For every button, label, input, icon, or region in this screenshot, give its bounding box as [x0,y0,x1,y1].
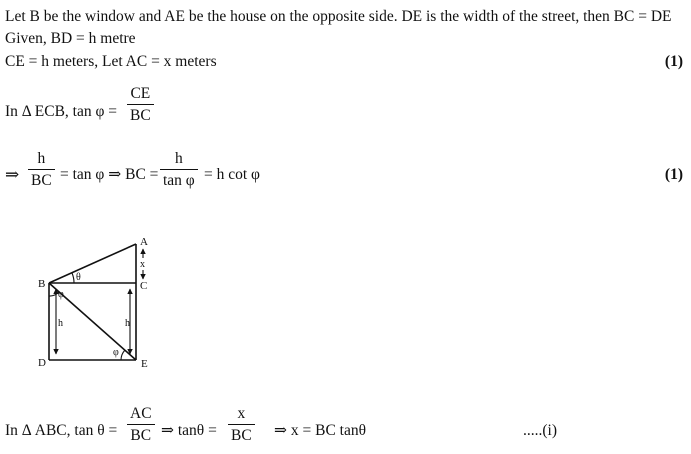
label-e: E [141,358,148,370]
label-b: B [38,278,46,290]
angle-phi-b-arc [49,292,59,296]
intro-line-3: CE = h meters, Let AC = x meters [5,53,217,70]
label-h-left: h [58,318,63,329]
label-phi-e: φ [113,347,119,358]
label-x: x [140,259,145,270]
label-a: A [140,236,148,248]
fraction-denominator: BC [231,427,252,444]
marks-1: (1) [664,53,683,70]
angle-theta-arc [72,273,74,283]
marks-2: (1) [664,166,683,183]
fraction-numerator: x [228,405,255,425]
fraction-denominator: BC [130,107,151,124]
fraction-numerator: CE [127,85,154,105]
fraction-numerator: h [28,150,55,170]
fraction-denominator: tan φ [163,172,195,189]
line-be [49,283,136,360]
eq-bc-middle: = tan φ ⇒ BC = [60,166,159,183]
label-h-right: h [125,318,130,329]
label-c: C [140,280,148,292]
label-theta: θ [76,272,81,283]
eq-tan-phi-prefix: In Δ ECB, tan φ = [5,103,118,120]
angle-phi-e-arc [121,350,125,360]
intro-line-2: Given, BD = h metre [5,30,136,47]
label-d: D [38,357,46,369]
implies-arrow: ⇒ [5,165,20,184]
eq-bc-tail: = h cot φ [204,166,260,183]
fraction-numerator: AC [127,405,155,425]
eq-abc-result: ⇒ x = BC tanθ [274,422,367,439]
intro-line-1: Let B be the window and AE be the house on the opposite side. DE is the width of the street, then BC = DE [5,8,672,25]
line-ba [49,244,136,283]
equation-reference: .....(i) [523,422,558,439]
fraction-ac-bc [127,405,155,444]
fraction-h-bc [28,150,55,189]
eq-abc-middle: ⇒ tanθ = [161,422,217,439]
label-phi-b: φ [58,289,64,300]
fraction-numerator: h [160,150,198,170]
fraction-denominator: BC [31,172,52,189]
eq-abc-prefix: In Δ ABC, tan θ = [5,422,118,439]
fraction-h-tan-phi [160,150,198,189]
fraction-ce-bc [127,85,154,124]
fraction-x-bc [228,405,255,444]
fraction-denominator: BC [130,427,152,444]
